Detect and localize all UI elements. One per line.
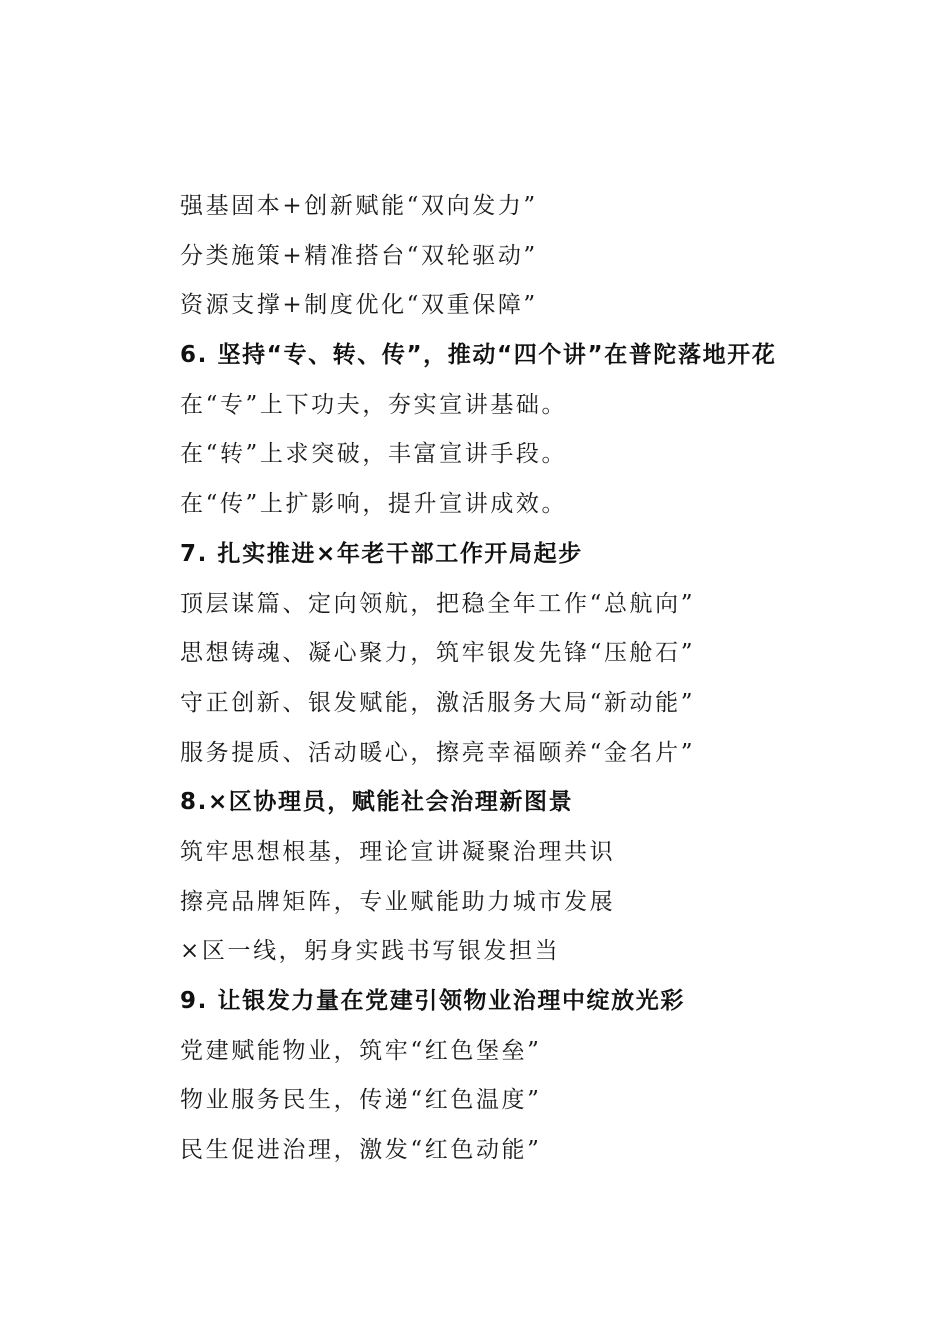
body-line: 资源支撑+制度优化“双重保障” — [180, 292, 538, 319]
section-heading: 6. 坚持“专、转、传”，推动“四个讲”在普陀落地开花 — [180, 342, 777, 369]
body-line: 思想铸魂、凝心聚力，筑牢银发先锋“压舱石” — [180, 640, 696, 667]
body-line: 筑牢思想根基，理论宣讲凝聚治理共识 — [180, 838, 616, 865]
body-line: 强基固本+创新赋能“双向发力” — [180, 193, 538, 219]
body-line: 分类施策+精准搭台“双轮驱动” — [180, 242, 538, 269]
section-heading: 7. 扎实推进×年老干部工作开局起步 — [180, 540, 583, 567]
section-heading: 8.×区协理员，赋能社会治理新图景 — [180, 789, 574, 816]
body-line: 守正创新、银发赋能，激活服务大局“新动能” — [180, 689, 696, 716]
section-heading: 9. 让银发力量在党建引领物业治理中绽放光彩 — [180, 988, 685, 1014]
body-line: 服务提质、活动暖心，擦亮幸福颐养“金名片” — [180, 739, 696, 766]
document-body — [180, 182, 880, 1176]
body-line: 在“转”上求突破，丰富宣讲手段。 — [180, 441, 568, 468]
body-line: 党建赋能物业，筑牢“红色堡垒” — [180, 1037, 542, 1064]
body-line: ×区一线，躬身实践书写银发担当 — [180, 938, 561, 965]
body-line: 民生促进治理，激发“红色动能” — [180, 1137, 542, 1164]
body-line: 擦亮品牌矩阵，专业赋能助力城市发展 — [180, 888, 616, 915]
body-line: 顶层谋篇、定向领航，把稳全年工作“总航向” — [180, 590, 696, 617]
body-line: 在“专”上下功夫，夯实宣讲基础。 — [180, 391, 568, 418]
body-line: 物业服务民生，传递“红色温度” — [180, 1087, 542, 1114]
body-line: 在“传”上扩影响，提升宣讲成效。 — [180, 491, 568, 518]
